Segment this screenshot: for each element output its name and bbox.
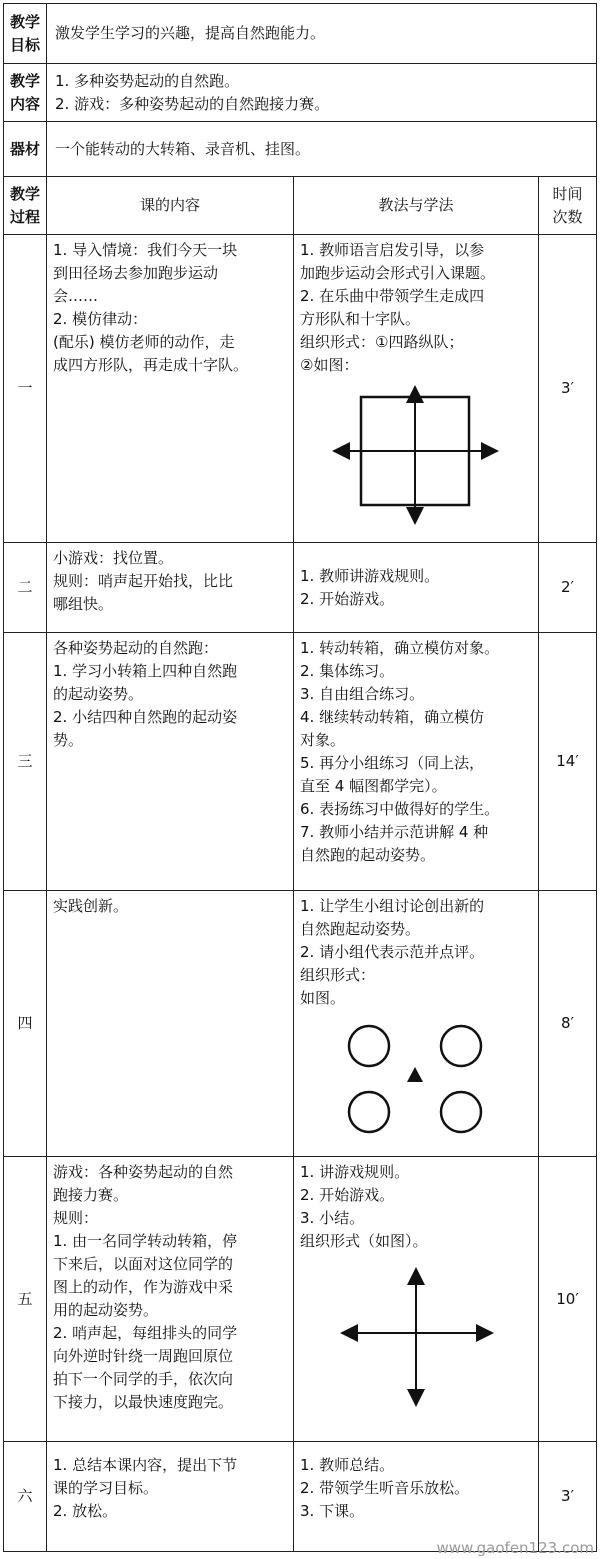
stage-number: 三 bbox=[4, 633, 47, 891]
four-circles-diagram bbox=[341, 1022, 491, 1137]
stage-content: 游戏：各种姿势起动的自然 跑接力赛。 规则： 1. 由一名同学转动转箱，停 下来后，以面对这位同学的 图上的动作，作为游戏中采 用的起动姿势。 2. 哨声起，每组排头的同学 向外逆时针绕一周跑回原位 拍下一个同学的手，依次向 下接力，以最快速度跑完。 bbox=[47, 1157, 294, 1442]
process-header: 教学 过程 bbox=[4, 177, 47, 235]
stage-content: 小游戏：找位置。 规则：哨声起开始找，比比 哪组快。 bbox=[47, 543, 294, 633]
cross-arrows-diagram bbox=[336, 1267, 496, 1407]
stage-method: 1. 讲游戏规则。 2. 开始游戏。 3. 小结。 组织形式（如图）。 bbox=[294, 1157, 539, 1442]
content-label: 教学 内容 bbox=[4, 64, 47, 122]
stage-row bbox=[4, 891, 597, 1157]
stage-method: 1. 教师语言启发引导，以参 加跑步运动会形式引入课题。 2. 在乐曲中带领学生走成四 方形队和十字队。 组织形式：①四路纵队； ②如图： bbox=[294, 235, 539, 543]
content-text: 1. 多种姿势起动的自然跑。 2. 游戏：多种姿势起动的自然跑接力赛。 bbox=[47, 64, 597, 122]
stage-number: 六 bbox=[4, 1442, 47, 1552]
goal-row bbox=[4, 4, 597, 64]
stage-time: 3′ bbox=[539, 235, 597, 543]
stage-number: 四 bbox=[4, 891, 47, 1157]
process-header-row bbox=[4, 177, 597, 235]
stage-time: 2′ bbox=[539, 543, 597, 633]
watermark: www.gaofen123.com bbox=[436, 1539, 594, 1557]
stage-number: 一 bbox=[4, 235, 47, 543]
stage-content: 实践创新。 bbox=[47, 891, 294, 1157]
stage-row bbox=[4, 543, 597, 633]
stage-content: 各种姿势起动的自然跑： 1. 学习小转箱上四种自然跑 的起动姿势。 2. 小结四种自然跑的起动姿 势。 bbox=[47, 633, 294, 891]
content-row bbox=[4, 64, 597, 122]
time-header: 时间 次数 bbox=[539, 177, 597, 235]
equipment-text: 一个能转动的大转箱、录音机、挂图。 bbox=[47, 122, 597, 177]
stage-row bbox=[4, 235, 597, 543]
goal-label: 教学 目标 bbox=[4, 4, 47, 64]
lesson-plan-table bbox=[3, 3, 597, 1552]
equipment-row bbox=[4, 122, 597, 177]
stage-number: 二 bbox=[4, 543, 47, 633]
stage-method: 1. 让学生小组讨论创出新的 自然跑起动姿势。 2. 请小组代表示范并点评。 组织形式： 如图。 bbox=[294, 891, 539, 1157]
stage-method: 1. 教师讲游戏规则。 2. 开始游戏。 bbox=[294, 543, 539, 633]
stage-method: 1. 教师总结。 2. 带领学生听音乐放松。 3. 下课。 bbox=[294, 1442, 539, 1552]
stage-time: 8′ bbox=[539, 891, 597, 1157]
stage-method: 1. 转动转箱，确立模仿对象。 2. 集体练习。 3. 自由组合练习。 4. 继续转动转箱，确立模仿 对象。 5. 再分小组练习（同上法， 直至 4 幅图都学完）。 6. 表扬练习中做得好的学生。 7. 教师小结并示范讲解 4 种 自然跑的起动姿势。 bbox=[294, 633, 539, 891]
stage-content: 1. 总结本课内容，提出下节 课的学习目标。 2. 放松。 bbox=[47, 1442, 294, 1552]
stage-time: 3′ bbox=[539, 1442, 597, 1552]
equipment-label: 器材 bbox=[4, 122, 47, 177]
content-header: 课的内容 bbox=[47, 177, 294, 235]
stage-row bbox=[4, 1442, 597, 1552]
stage-time: 14′ bbox=[539, 633, 597, 891]
stage-number: 五 bbox=[4, 1157, 47, 1442]
stage-time: 10′ bbox=[539, 1157, 597, 1442]
stage-row bbox=[4, 633, 597, 891]
square-cross-formation-diagram bbox=[331, 385, 501, 525]
method-header: 教法与学法 bbox=[294, 177, 539, 235]
stage-content: 1. 导入情境：我们今天一块 到田径场去参加跑步运动 会…… 2. 模仿律动： (配乐) 模仿老师的动作，走 成四方形队，再走成十字队。 bbox=[47, 235, 294, 543]
goal-text: 激发学生学习的兴趣，提高自然跑能力。 bbox=[47, 4, 597, 64]
stage-row bbox=[4, 1157, 597, 1442]
